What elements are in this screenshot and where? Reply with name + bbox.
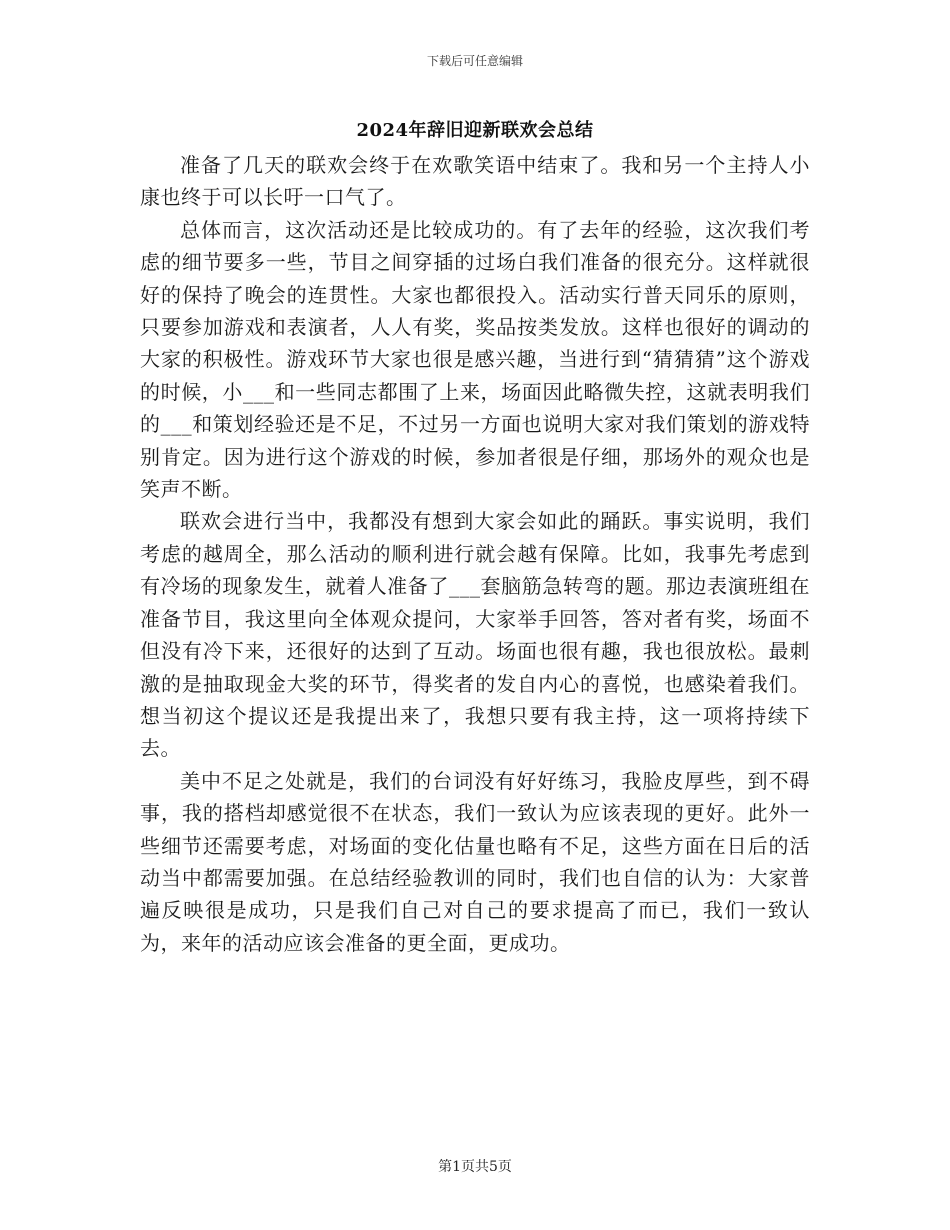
paragraph: 准备了几天的联欢会终于在欢歌笑语中结束了。我和另一个主持人小康也终于可以长吁一口气了。 [140, 153, 810, 210]
document-title: 2024年辞旧迎新联欢会总结 [356, 120, 594, 141]
paragraph: 美中不足之处就是，我们的台词没有好好练习，我脸皮厚些，到不碍事，我的搭档却感觉很不在状态，我们一致认为应该表现的更好。此外一些细节还需要考虑，对场面的变化估量也略有不足，这些方面在日后的活动当中都需要加强。在总结经验教训的同时，我们也自信的认为：大家普遍反映很是成功，只是我们自己对自己的要求提高了而已，我们一致认为，来年的活动应该会准备的更全面，更成功。 [140, 768, 810, 955]
paragraph: 总体而言，这次活动还是比较成功的。有了去年的经验，这次我们考虑的细节要多一些，节目之间穿插的过场白我们准备的很充分。这样就很好的保持了晚会的连贯性。大家也都很投入。活动实行普天同乐的原则，只要参加游戏和表演者，人人有奖，奖品按类发放。这样也很好的调动的大家的积极性。游戏环节大家也很是感兴趣，当进行到“猜猜猜”这个游戏的时候，小___和一些同志都围了上来，场面因此略微失控，这就表明我们的___和策划经验还是不足，不过另一方面也说明大家对我们策划的游戏特别肯定。因为进行这个游戏的时候，参加者很是仔细，那场外的观众也是笑声不断。 [140, 217, 810, 502]
page-indicator: 第1页共5页 [438, 1159, 512, 1175]
document-body [140, 149, 810, 959]
paragraph: 联欢会进行当中，我都没有想到大家会如此的踊跃。事实说明，我们考虑的越周全，那么活动的顺利进行就会越有保障。比如，我事先考虑到有冷场的现象发生，就着人准备了___套脑筋急转弯的题。那边表演班组在准备节目，我这里向全体观众提问，大家举手回答，答对者有奖，场面不但没有冷下来，还很好的达到了互动。场面也很有趣，我也很放松。最刺激的是抽取现金大奖的环节，得奖者的发自内心的喜悦，也感染着我们。想当初这个提议还是我提出来了，我想只要有我主持，这一项将持续下去。 [140, 509, 810, 761]
header-note: 下载后可任意编辑 [426, 54, 523, 68]
